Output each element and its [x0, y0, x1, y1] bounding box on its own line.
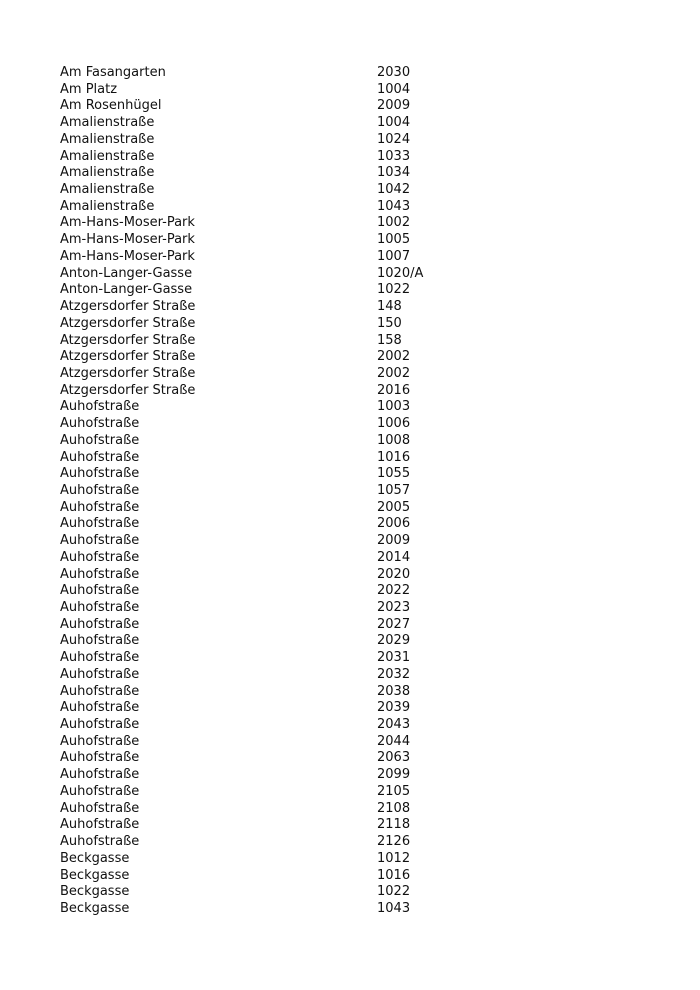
- house-number: 158: [377, 332, 402, 348]
- house-number: 2020: [377, 566, 411, 582]
- house-number: 1004: [377, 81, 411, 97]
- address-row: [60, 433, 480, 450]
- house-number: 2002: [377, 365, 411, 381]
- address-row: [60, 583, 480, 600]
- address-row: [60, 115, 480, 132]
- address-row: [60, 717, 480, 734]
- house-number: 2009: [377, 98, 411, 114]
- address-row: [60, 767, 480, 784]
- street-name: Atzgersdorfer Straße: [60, 382, 196, 398]
- street-name: Am-Hans-Moser-Park: [60, 232, 195, 248]
- address-row: [60, 483, 480, 500]
- street-name: Auhofstraße: [60, 449, 140, 465]
- address-row: [60, 667, 480, 684]
- street-name: Auhofstraße: [60, 750, 140, 766]
- street-name: Auhofstraße: [60, 533, 140, 549]
- street-name: Beckgasse: [60, 867, 130, 883]
- street-name: Beckgasse: [60, 850, 130, 866]
- house-number: 1043: [377, 198, 411, 214]
- address-row: [60, 299, 480, 316]
- address-row: [60, 316, 480, 333]
- street-name: Amalienstraße: [60, 182, 155, 198]
- address-row: [60, 232, 480, 249]
- house-number: 2118: [377, 817, 411, 833]
- address-row: [60, 901, 480, 918]
- address-row: [60, 165, 480, 182]
- street-name: Atzgersdorfer Straße: [60, 332, 196, 348]
- street-name: Auhofstraße: [60, 432, 140, 448]
- house-number: 2063: [377, 750, 411, 766]
- house-number: 2014: [377, 549, 411, 565]
- street-name: Auhofstraße: [60, 783, 140, 799]
- address-row: [60, 82, 480, 99]
- address-row: [60, 784, 480, 801]
- street-name: Auhofstraße: [60, 516, 140, 532]
- address-row: [60, 734, 480, 751]
- house-number: 2027: [377, 616, 411, 632]
- house-number: 2044: [377, 733, 411, 749]
- street-name: Atzgersdorfer Straße: [60, 315, 196, 331]
- street-name: Auhofstraße: [60, 633, 140, 649]
- house-number: 2126: [377, 834, 411, 850]
- address-row: [60, 650, 480, 667]
- house-number: 1022: [377, 884, 411, 900]
- address-row: [60, 266, 480, 283]
- address-row: [60, 884, 480, 901]
- address-row: [60, 450, 480, 467]
- address-row: [60, 700, 480, 717]
- address-row: [60, 98, 480, 115]
- street-name: Auhofstraße: [60, 616, 140, 632]
- house-number: 2038: [377, 683, 411, 699]
- house-number: 1022: [377, 282, 411, 298]
- address-row: [60, 466, 480, 483]
- house-number: 1005: [377, 232, 411, 248]
- house-number: 2108: [377, 800, 411, 816]
- house-number: 1055: [377, 466, 411, 482]
- street-name: Auhofstraße: [60, 566, 140, 582]
- address-row: [60, 132, 480, 149]
- house-number: 2043: [377, 717, 411, 733]
- house-number: 1004: [377, 115, 411, 131]
- house-number: 1033: [377, 148, 411, 164]
- address-row: [60, 533, 480, 550]
- address-row: [60, 282, 480, 299]
- address-row: [60, 199, 480, 216]
- house-number: 1002: [377, 215, 411, 231]
- address-row: [60, 750, 480, 767]
- street-name: Amalienstraße: [60, 198, 155, 214]
- street-name: Anton-Langer-Gasse: [60, 265, 193, 281]
- house-number: 2099: [377, 767, 411, 783]
- house-number: 1012: [377, 850, 411, 866]
- house-number: 150: [377, 315, 402, 331]
- street-name: Auhofstraße: [60, 683, 140, 699]
- address-row: [60, 182, 480, 199]
- street-name: Auhofstraße: [60, 499, 140, 515]
- house-number: 1042: [377, 182, 411, 198]
- street-name: Auhofstraße: [60, 666, 140, 682]
- address-row: [60, 600, 480, 617]
- house-number: 1016: [377, 449, 411, 465]
- address-row: [60, 333, 480, 350]
- address-row: [60, 801, 480, 818]
- address-row: [60, 416, 480, 433]
- house-number: 2022: [377, 583, 411, 599]
- house-number: 2023: [377, 600, 411, 615]
- street-name: Anton-Langer-Gasse: [60, 282, 193, 298]
- street-name: Atzgersdorfer Straße: [60, 299, 196, 315]
- street-name: Amalienstraße: [60, 165, 155, 181]
- street-name: Auhofstraße: [60, 399, 140, 415]
- street-name: Auhofstraße: [60, 834, 140, 850]
- street-name: Auhofstraße: [60, 549, 140, 565]
- street-name: Am Rosenhügel: [60, 98, 162, 114]
- house-number: 2005: [377, 499, 411, 515]
- address-list: [60, 65, 480, 918]
- house-number: 2039: [377, 700, 411, 716]
- street-name: Am-Hans-Moser-Park: [60, 215, 195, 231]
- address-row: [60, 249, 480, 266]
- house-number: 148: [377, 299, 402, 315]
- house-number: 1024: [377, 131, 411, 147]
- street-name: Auhofstraße: [60, 733, 140, 749]
- house-number: 2031: [377, 650, 411, 666]
- house-number: 1057: [377, 482, 411, 498]
- address-row: [60, 868, 480, 885]
- address-row: [60, 684, 480, 701]
- house-number: 2002: [377, 349, 411, 365]
- street-name: Auhofstraße: [60, 767, 140, 783]
- street-name: Auhofstraße: [60, 482, 140, 498]
- street-name: Atzgersdorfer Straße: [60, 365, 196, 381]
- house-number: 2009: [377, 533, 411, 549]
- address-row: [60, 149, 480, 166]
- street-name: Beckgasse: [60, 900, 130, 916]
- street-name: Amalienstraße: [60, 131, 155, 147]
- street-name: Auhofstraße: [60, 466, 140, 482]
- house-number: 1006: [377, 416, 411, 432]
- house-number: 1008: [377, 432, 411, 448]
- street-name: Am Platz: [60, 81, 118, 97]
- street-name: Auhofstraße: [60, 650, 140, 666]
- address-row: [60, 550, 480, 567]
- street-name: Am Fasangarten: [60, 65, 166, 80]
- address-row: [60, 834, 480, 851]
- house-number: 1020/A: [377, 265, 424, 281]
- house-number: 1034: [377, 165, 411, 181]
- house-number: 1003: [377, 399, 411, 415]
- address-row: [60, 65, 480, 82]
- house-number: 2032: [377, 666, 411, 682]
- address-row: [60, 500, 480, 517]
- address-row: [60, 215, 480, 232]
- address-row: [60, 383, 480, 400]
- address-row: [60, 617, 480, 634]
- house-number: 2029: [377, 633, 411, 649]
- street-name: Atzgersdorfer Straße: [60, 349, 196, 365]
- address-row: [60, 633, 480, 650]
- house-number: 2105: [377, 783, 411, 799]
- street-name: Beckgasse: [60, 884, 130, 900]
- house-number: 1007: [377, 248, 411, 264]
- address-row: [60, 516, 480, 533]
- address-row: [60, 366, 480, 383]
- address-row: [60, 399, 480, 416]
- street-name: Am-Hans-Moser-Park: [60, 248, 195, 264]
- address-row: [60, 349, 480, 366]
- house-number: 1043: [377, 900, 411, 916]
- street-name: Auhofstraße: [60, 600, 140, 615]
- address-row: [60, 817, 480, 834]
- address-row: [60, 851, 480, 868]
- house-number: 1016: [377, 867, 411, 883]
- street-name: Auhofstraße: [60, 416, 140, 432]
- address-row: [60, 567, 480, 584]
- house-number: 2016: [377, 382, 411, 398]
- street-name: Auhofstraße: [60, 717, 140, 733]
- street-name: Auhofstraße: [60, 800, 140, 816]
- street-name: Auhofstraße: [60, 817, 140, 833]
- street-name: Auhofstraße: [60, 583, 140, 599]
- house-number: 2006: [377, 516, 411, 532]
- street-name: Amalienstraße: [60, 115, 155, 131]
- house-number: 2030: [377, 65, 411, 80]
- street-name: Amalienstraße: [60, 148, 155, 164]
- street-name: Auhofstraße: [60, 700, 140, 716]
